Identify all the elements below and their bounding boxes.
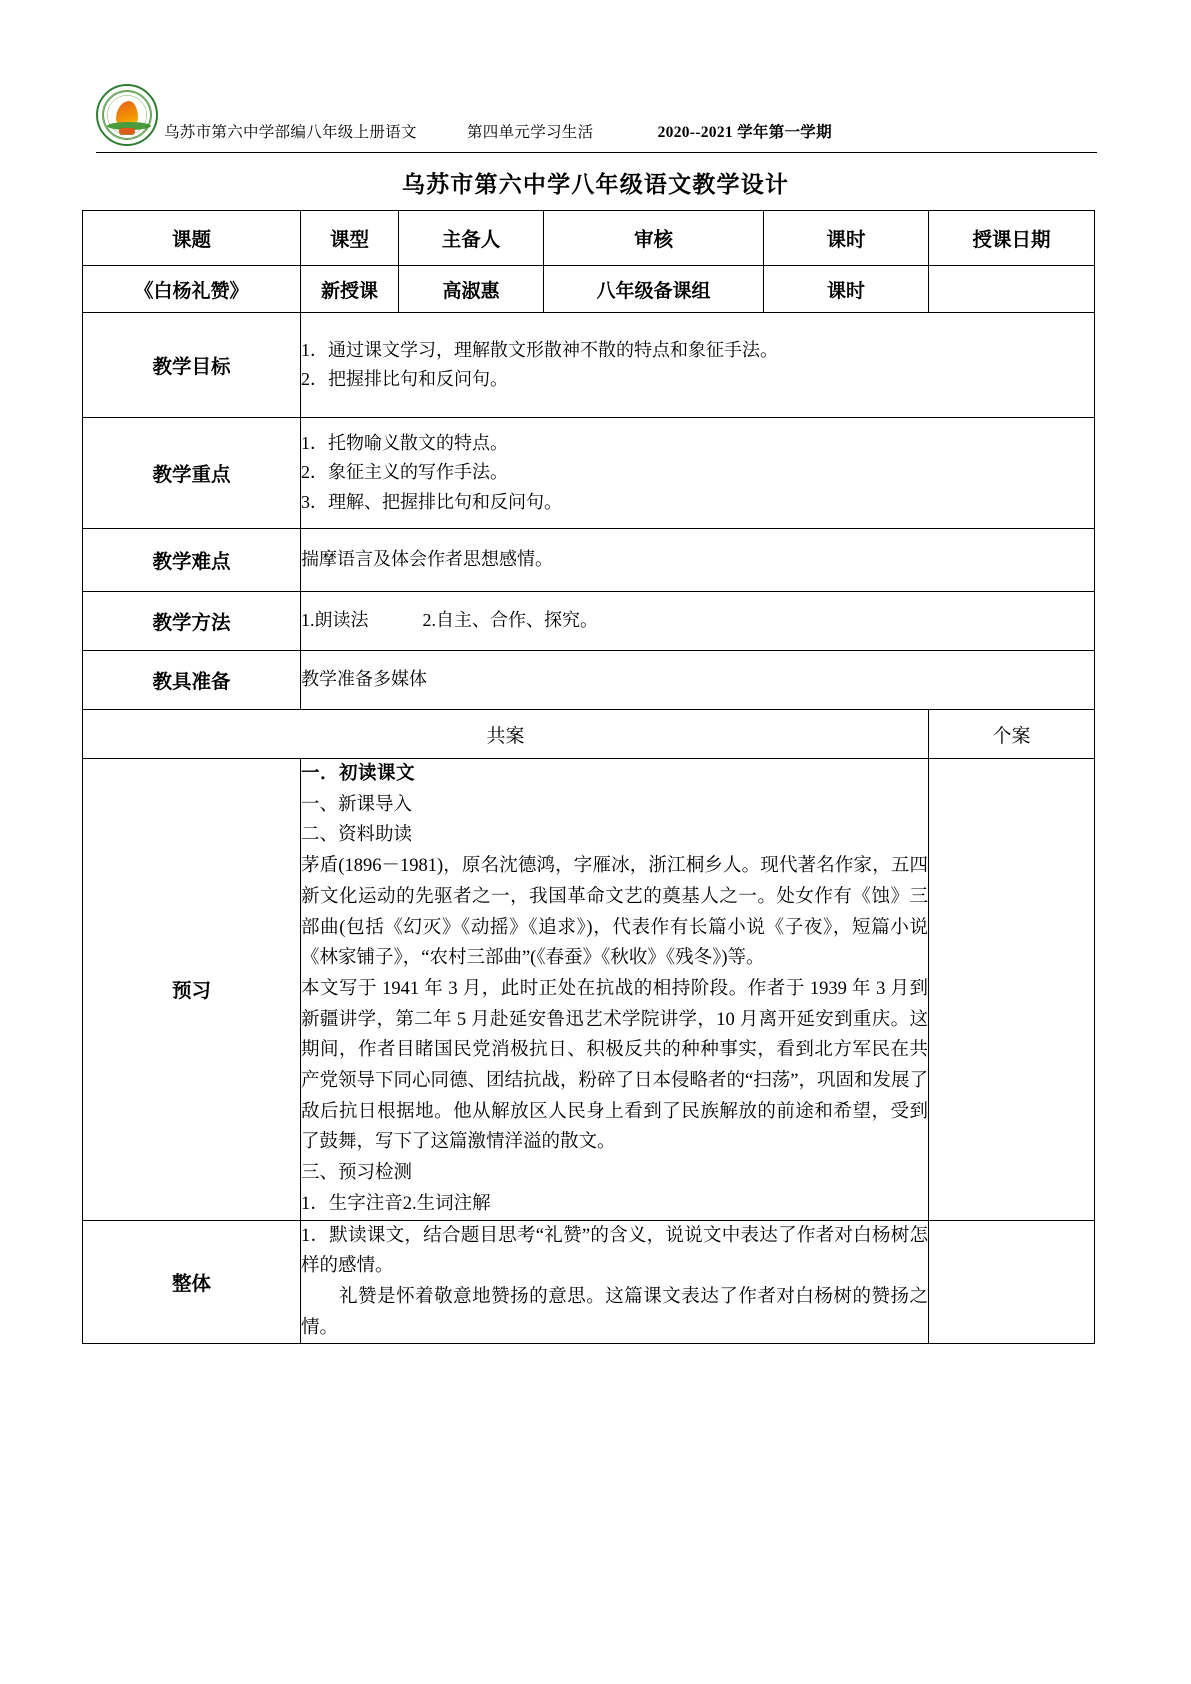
individual-notes-overall[interactable] bbox=[929, 1220, 1095, 1344]
preview-heading: 一．初读课文 bbox=[301, 764, 416, 784]
td-lesson-type: 新授课 bbox=[301, 266, 399, 313]
preview-line-1: 一、新课导入 bbox=[301, 794, 413, 815]
content-teaching-key-points bbox=[301, 418, 1095, 529]
lesson-plan-table bbox=[82, 210, 1095, 1344]
content-preview-stage bbox=[301, 759, 929, 1221]
content-overall-stage bbox=[301, 1220, 929, 1344]
label-teaching-objectives: 教学目标 bbox=[83, 313, 301, 418]
td-teaching-date bbox=[929, 266, 1095, 313]
key-point-line-3: 3．理解、把握排比句和反问句。 bbox=[301, 491, 562, 512]
individual-notes-preview[interactable] bbox=[929, 759, 1095, 1221]
preview-paragraph-1: 茅盾(1896－1981)，原名沈德鸿，字雁冰，浙江桐乡人。现代著名作家，五四新文化运动的先驱者之一，我国革命文艺的奠基人之一。处女作有《蚀》三部曲(包括《幻灭》《动摇》《追求》)，代表作有长篇小说《子夜》，短篇小说《林家铺子》，“农村三部曲”(《春蚕》《秋收》《残冬》)等。 bbox=[301, 856, 928, 969]
th-课型: 课型 bbox=[301, 211, 399, 266]
label-preview-stage: 预习 bbox=[83, 759, 301, 1221]
th-授课日期: 授课日期 bbox=[929, 211, 1095, 266]
th-课时: 课时 bbox=[764, 211, 929, 266]
preview-tail-line-1: 三、预习检测 bbox=[301, 1163, 413, 1184]
header-individual-plan: 个案 bbox=[929, 710, 1095, 759]
page-title: 乌苏市第六中学八年级语文教学设计 bbox=[401, 172, 790, 197]
material-line-1: 教学准备多媒体 bbox=[301, 669, 427, 690]
table-row-materials bbox=[83, 651, 1095, 710]
content-teaching-objectives bbox=[301, 313, 1095, 418]
table-row-info-headers bbox=[83, 211, 1095, 266]
table-row-methods bbox=[83, 592, 1095, 651]
page-header bbox=[96, 62, 1096, 154]
td-periods: 课时 bbox=[764, 266, 929, 313]
header-course: 乌苏市第六中学部编八年级上册语文 bbox=[164, 124, 417, 141]
th-审核: 审核 bbox=[544, 211, 764, 266]
preview-line-2: 二、资料助读 bbox=[301, 825, 413, 846]
key-point-line-2: 2．象征主义的写作手法。 bbox=[301, 462, 508, 483]
content-teaching-difficulties bbox=[301, 529, 1095, 592]
header-divider bbox=[96, 152, 1097, 153]
header-shared-plan: 共案 bbox=[83, 710, 929, 759]
header-term: 2020--2021 学年第一学期 bbox=[657, 124, 832, 141]
content-teaching-methods bbox=[301, 592, 1095, 651]
label-overall-stage: 整体 bbox=[83, 1220, 301, 1344]
table-row-info-values bbox=[83, 266, 1095, 313]
table-row-plan-headers bbox=[83, 710, 1095, 759]
table-row-difficulties bbox=[83, 529, 1095, 592]
label-teaching-key-points: 教学重点 bbox=[83, 418, 301, 529]
key-point-line-1: 1．托物喻义散文的特点。 bbox=[301, 433, 508, 454]
td-main-preparer: 高淑惠 bbox=[399, 266, 544, 313]
preview-paragraph-2: 本文写于 1941 年 3 月，此时正处在抗战的相持阶段。作者于 1939 年 3 月到新疆讲学，第二年 5 月赴延安鲁迅艺术学院讲学，10 月离开延安到重庆。这期间，作者目睹国民党消极抗日、积极反共的种种事实，看到北方军民在共产党领导下同心同德、团结抗战，粉碎了日本侵略者的“扫荡”，巩固和发展了敌后抗日根据地。他从解放区人民身上看到了民族解放的前途和希望，受到了鼓舞，写下了这篇激情洋溢的散文。 bbox=[301, 978, 928, 1153]
content-teaching-materials bbox=[301, 651, 1095, 710]
th-课题: 课题 bbox=[83, 211, 301, 266]
objective-line-2: 2．把握排比句和反问句。 bbox=[301, 369, 508, 389]
preview-tail-line-2: 1．生字注音2.生词注解 bbox=[301, 1193, 491, 1214]
overall-paragraph-2: 礼赞是怀着敬意地赞扬的意思。这篇课文表达了作者对白杨树的赞扬之情。 bbox=[301, 1286, 928, 1338]
td-reviewer: 八年级备课组 bbox=[544, 266, 764, 313]
header-meta-line bbox=[164, 120, 832, 142]
table-row-key-points bbox=[83, 418, 1095, 529]
label-teaching-methods: 教学方法 bbox=[83, 592, 301, 651]
th-主备人: 主备人 bbox=[399, 211, 544, 266]
method-line-1: 1.朗读法 2.自主、合作、探究。 bbox=[301, 610, 598, 631]
table-row-objectives bbox=[83, 313, 1095, 418]
objective-line-1: 1．通过课文学习，理解散文形散神不散的特点和象征手法。 bbox=[301, 339, 778, 360]
label-teaching-materials: 教具准备 bbox=[83, 651, 301, 710]
table-row-overall bbox=[83, 1220, 1095, 1344]
header-unit: 第四单元学习生活 bbox=[467, 124, 594, 141]
td-lesson-title: 《白杨礼赞》 bbox=[83, 266, 301, 313]
label-teaching-difficulties: 教学难点 bbox=[83, 529, 301, 592]
school-emblem-icon bbox=[96, 84, 158, 146]
overall-paragraph-1: 1．默读课文，结合题目思考“礼赞”的含义，说说文中表达了作者对白杨树怎样的感情。 bbox=[301, 1225, 928, 1277]
difficulty-line-1: 揣摩语言及体会作者思想感情。 bbox=[301, 549, 553, 570]
table-row-preview bbox=[83, 759, 1095, 1221]
